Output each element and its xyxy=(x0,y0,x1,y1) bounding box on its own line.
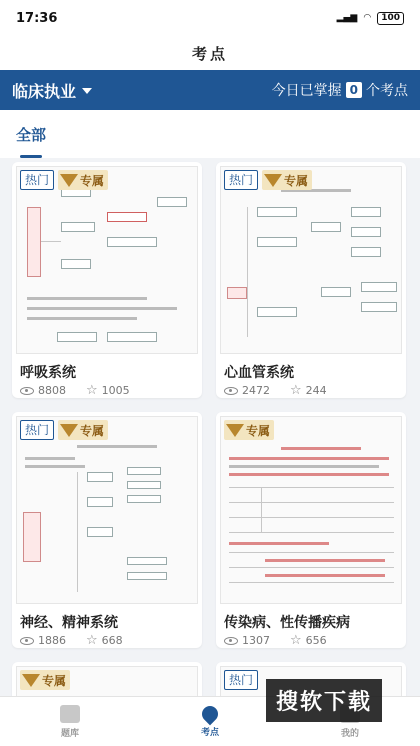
mindmap-thumbnail xyxy=(220,166,402,354)
topic-card-partial[interactable] xyxy=(12,662,202,696)
hot-badge: 热门 xyxy=(20,420,54,440)
subject-bar xyxy=(0,70,420,110)
star-icon: ☆ xyxy=(86,632,98,648)
vip-label: 专属 xyxy=(42,673,67,688)
watermark: 搜软下载 xyxy=(266,679,382,722)
hot-badge: 热门 xyxy=(224,170,258,190)
card-title: 心血管系统 xyxy=(224,365,294,381)
hot-badge: 热门 xyxy=(224,670,258,690)
star-icon: ☆ xyxy=(86,382,98,398)
tab-label: 考点 xyxy=(200,727,219,738)
topic-card-infectious[interactable] xyxy=(216,412,406,648)
status-time: 17:36 xyxy=(16,10,58,26)
filter-tabs xyxy=(0,110,420,158)
vip-badge xyxy=(58,170,108,190)
tab-all[interactable]: 全部 xyxy=(16,125,47,144)
vip-badge xyxy=(224,420,274,440)
mindmap-thumbnail xyxy=(16,416,198,604)
mastered-summary xyxy=(272,80,408,100)
tab-key-points[interactable] xyxy=(140,697,280,746)
page-title: 考点 xyxy=(191,44,228,63)
view-count: 1886 xyxy=(38,634,66,647)
card-list xyxy=(0,158,420,696)
star-count: 656 xyxy=(305,634,327,647)
subject-label: 临床执业 xyxy=(12,81,77,101)
topic-card-respiratory[interactable] xyxy=(12,162,202,398)
vip-badge xyxy=(20,670,70,690)
tab-question-bank[interactable] xyxy=(0,697,140,746)
eye-icon xyxy=(224,637,238,645)
hot-badge: 热门 xyxy=(20,170,54,190)
chevron-down-icon xyxy=(82,88,92,94)
eye-icon xyxy=(20,387,34,395)
battery-icon: 100 xyxy=(377,12,404,25)
vip-label: 专属 xyxy=(246,423,271,438)
crown-icon xyxy=(226,424,244,437)
vip-label: 专属 xyxy=(284,173,309,188)
wifi-icon: ◠ xyxy=(363,13,372,23)
view-count: 2472 xyxy=(242,384,270,397)
star-icon: ☆ xyxy=(290,632,302,648)
view-count: 8808 xyxy=(38,384,66,397)
signal-icon: ▂▄▆ xyxy=(336,13,358,23)
star-count: 668 xyxy=(101,634,123,647)
crown-icon xyxy=(264,174,282,187)
table-thumbnail xyxy=(220,416,402,604)
eye-icon xyxy=(20,637,34,645)
card-title: 呼吸系统 xyxy=(20,365,76,381)
vip-label: 专属 xyxy=(80,173,105,188)
star-count: 1005 xyxy=(101,384,130,397)
mastered-suffix: 个考点 xyxy=(366,83,408,99)
crown-icon xyxy=(60,424,78,437)
topic-card-cardiovascular[interactable] xyxy=(216,162,406,398)
mastered-count: 0 xyxy=(346,82,362,98)
subject-selector[interactable] xyxy=(12,79,92,102)
vip-badge xyxy=(58,420,108,440)
status-icons xyxy=(337,12,404,25)
location-pin-icon xyxy=(199,702,222,725)
mastered-prefix: 今日已掌握 xyxy=(271,83,342,99)
star-icon: ☆ xyxy=(290,382,302,398)
crown-icon xyxy=(60,174,78,187)
vip-badge xyxy=(262,170,312,190)
status-bar xyxy=(0,0,420,36)
tab-label: 我的 xyxy=(340,728,359,739)
star-count: 244 xyxy=(305,384,327,397)
topic-card-neuro[interactable] xyxy=(12,412,202,648)
eye-icon xyxy=(224,387,238,395)
card-title: 神经、精神系统 xyxy=(20,615,118,631)
card-title: 传染病、性传播疾病 xyxy=(224,615,350,631)
crown-icon xyxy=(22,674,40,687)
book-icon xyxy=(60,705,80,723)
view-count: 1307 xyxy=(242,634,270,647)
mindmap-thumbnail xyxy=(16,166,198,354)
vip-label: 专属 xyxy=(80,423,105,438)
tab-label: 题库 xyxy=(60,728,79,739)
